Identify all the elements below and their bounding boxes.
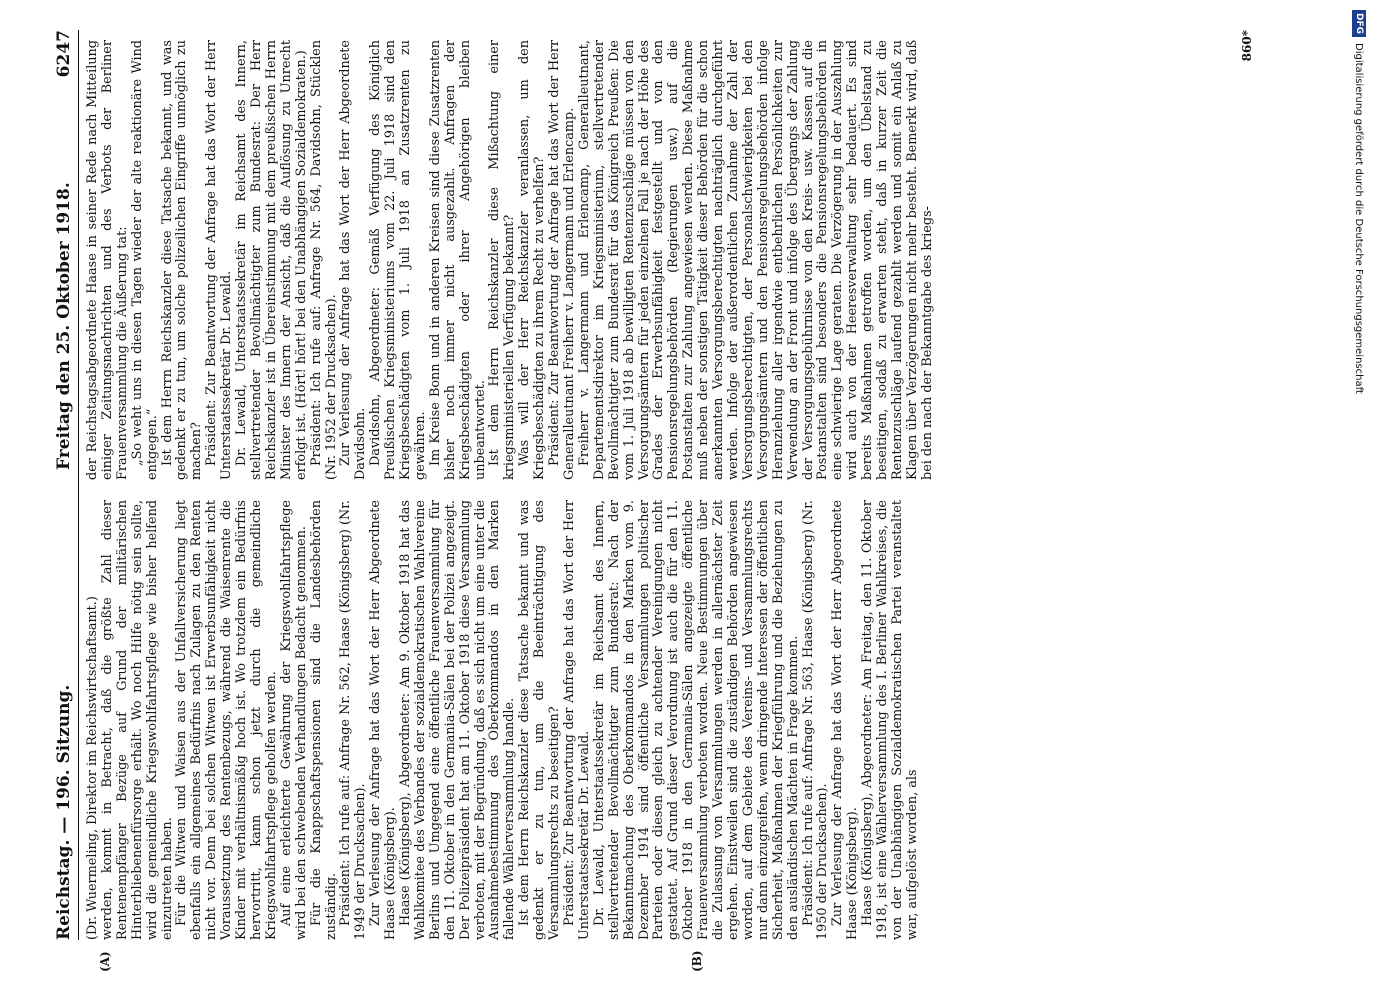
paragraph: Präsident: Ich rufe auf: Anfrage Nr. 563, Haase (Königsberg) (Nr. 1950 der Drucksachen).	[800, 500, 831, 940]
paragraph: Zur Verlesung der Anfrage hat das Wort der Herr Abgeordnete Haase (Königsberg).	[368, 500, 399, 940]
paragraph: Ist dem Herrn Reichskanzler diese Mißachtung einer kriegsministeriellen Verfügung bekannt?	[487, 40, 518, 480]
margin-mark-b: (B)	[690, 950, 704, 972]
paragraph: (Dr. Wuermeling, Direktor im Reichswirtschaftsamt.)	[85, 596, 100, 940]
paragraph: Für die Knappschaftspensionen sind die Landesbehörden zuständig.	[308, 500, 339, 940]
paragraph: Präsident: Ich rufe auf: Anfrage Nr. 564, Davidsohn, Stücklen (Nr. 1952 der Drucksachen).	[308, 40, 339, 480]
bottom-page-number: 860*	[1240, 30, 1254, 62]
paragraph: Präsident: Zur Beantwortung der Anfrage hat das Wort der Herr Unterstaatssekretär Dr. Lewald.	[204, 40, 235, 480]
text-column-right	[86, 40, 936, 480]
header-session: Reichstag. — 196. Sitzung.	[54, 684, 74, 940]
paragraph: Im Kreise Bonn und in anderen Kreisen sind diese Zusatzrenten bisher noch immer nicht ausgezahlt. Anfragen der Kriegsbeschädigten oder ihrer Angehörigen bleiben unbeantwortet.	[427, 40, 488, 480]
paragraph: Zur Verlesung der Anfrage hat das Wort der Herr Abgeordnete Davidsohn.	[338, 40, 369, 480]
margin-mark-a: (A)	[98, 951, 112, 972]
paragraph: Präsident: Ich rufe auf: Anfrage Nr. 562, Haase (Königsberg) (Nr. 1949 der Drucksachen).	[338, 500, 369, 940]
header-page-number: 6247	[54, 30, 74, 78]
paragraph: Haase (Königsberg), Abgeordneter: Am Freitag, den 11. Oktober 1918, ist eine Wählerversammlung des I. Berliner Wahlkreises, die von der Unabhängigen Sozialdemokratischen Partei veranstaltet war, aufgelöst worden, als	[860, 500, 920, 940]
footer-text	[1343, 10, 1373, 990]
paragraph: Davidsohn, Abgeordneter: Gemäß Verfügung des Königlich Preußischen Kriegsministeriums vom 22. Juli 1918 sind den Kriegsbeschädigten vom 1. Juli 1918 an Zusatzrenten zu gewähren.	[368, 40, 428, 480]
footer-strip	[1343, 10, 1373, 990]
quote: „So weht uns in diesen Tagen wieder der alte reaktionäre Wind entgegen.“	[129, 40, 160, 480]
paragraph: Was will der Herr Reichskanzler veranlassen, um den Kriegsbeschädigten zu ihrem Recht zu verhelfen?	[517, 40, 548, 480]
paragraph: Dr. Lewald, Unterstaatssekretär im Reichsamt des Innern, stellvertretender Bevollmächtigter zum Bundesrat: Nach der Bekanntmachung des Oberkommandos in den Marken vom 9. Dezember 1914 sind öffentliche Versammlungen politischer Parteien oder diesen gleich zu achtender Vereinigungen nicht gestattet. Auf Grund dieser Verordnung ist auch die für den 11. Oktober 1918 in den Germania-Sälen angezeigte öffentliche Frauenversammlung verboten worden. Neue Bestimmungen über die Zulassung von Versammlungen werden in allernächster Zeit ergehen. Einstweilen sind die zuständigen Behörden angewiesen worden, auf dem Gebiete des Vereins- und Versammlungsrechts nur dann einzugreifen, wenn dringende Interessen der öffentlichen Sicherheit, Maßnahmen der Kriegführung und die Beziehungen zu den ausländischen Mächten in Frage kommen.	[591, 500, 801, 940]
paragraph: Haase (Königsberg), Abgeordneter: Am 9. Oktober 1918 hat das Wahlkomitee des Verbandes der sozialdemokratischen Wahlvereine Berlins und Umgegend eine öffentliche Frauenversammlung für den 11. Oktober in den Germania-Sälen bei der Polizei angezeigt. Der Polizeipräsident hat am 11. Oktober 1918 diese Versammlung verboten, mit der Begründung, daß es sich nicht um eine unter die Ausnahmebestimmung des Oberkommandos in den Marken fallende Wählerversammlung handle.	[398, 500, 518, 940]
funding-note: Digitalisierung gefördert durch die Deutsche Forschungsgemeinschaft	[1353, 43, 1364, 394]
paragraph: Ist dem Herrn Reichskanzler diese Tatsache bekannt und was gedenkt er zu tun, um die Beeinträchtigung des Versammlungsrechts zu beseitigen?	[517, 500, 563, 940]
paragraph: Für die Witwen und Waisen aus der Unfallversicherung liegt ebenfalls ein allgemeines Bedürfnis nach Zulagen zu den Renten nicht vor. Denn bei solchen Witwen ist Erwerbsunfähigkeit nicht Voraussetzung des Rentenbezugs, während die Waisenrente die Kinder mit verhältnismäßig hoch ist. Wo trotzdem ein Bedürfnis hervortritt, kann schon jetzt durch die gemeindliche Kriegswohlfahrtspflege geholfen werden.	[174, 500, 279, 940]
page-header	[52, 30, 79, 940]
paragraph: Zur Verlesung der Anfrage hat das Wort der Herr Abgeordnete Haase (Königsberg).	[830, 500, 861, 940]
paragraph: Auf eine erleichterte Gewährung der Kriegswohlfahrtspflege wird bei den schwebenden Verhandlungen Bedacht genommen.	[278, 500, 309, 940]
paragraph: Präsident: Zur Beantwortung der Anfrage hat das Wort der Herr Unterstaatssekretär Dr. Lewald.	[562, 500, 592, 940]
paragraph: Dr. Lewald, Unterstaatssekretär im Reichsamt des Innern, stellvertretender Bevollmächtigter zum Bundesrat: Der Herr Reichskanzler ist in Übereinstimmung mit dem preußischen Herrn Minister des Innern der Ansicht, daß die Auflösung zu Unrecht erfolgt ist. (Hört! hört! bei den Unabhängigen Sozialdemokraten.)	[234, 40, 309, 480]
paragraph: Ist dem Herrn Reichskanzler diese Tatsache bekannt, und was gedenkt er zu tun, um solche polizeilichen Eingriffe unmöglich zu machen?	[159, 40, 205, 480]
paragraph: werden, kommt in Betracht, daß die größte Zahl dieser Rentenempfänger Bezüge auf Grund der militärischen Hinterbliebenenfürsorge erhält. Wo noch Hilfe nötig sein sollte, wird die gemeindliche Kriegswohlfahrtspflege wie bisher helfend einzutreten haben.	[99, 500, 175, 940]
paragraph: Präsident: Zur Beantwortung der Anfrage hat das Wort der Herr Generalleutnant Freiherr v. Langermann und Erlencamp.	[547, 40, 577, 480]
paragraph: der Reichstagsabgeordnete Haase in seiner Rede nach Mitteilung einiger Zeitungsnachrichten und des Verbots der Berliner Frauenversammlung die Äußerung tat:	[85, 40, 130, 480]
header-date: Freitag den 25. Oktober 1918.	[54, 182, 74, 470]
dfg-logo: DFG	[1352, 10, 1366, 37]
text-column-left	[86, 500, 921, 940]
paragraph: Freiherr v. Langermann und Erlencamp, Generalleutnant, Departementsdirektor im Kriegsministerium, stellvertretender Bevollmächtigter zum Bundesrat für das Königreich Preußen: Die vom 1. Juli 1918 ab bewilligten Rentenzuschläge müssen von den Versorgungsämtern für jeden einzelnen Fall je nach der Höhe des Grades der Erwerbsunfähigkeit festgestellt und von den Pensionsregelungsbehörden (Regierungen usw.) auf die Postanstalten zur Zahlung angewiesen werden. Diese Maßnahme muß neben der sonstigen Tätigkeit dieser Behörden für die schon anerkannten Versorgungsberechtigten nachträglich durchgeführt werden. Infolge der außerordentlichen Zunahme der Zahl der Versorgungsberechtigten, der Personalschwierigkeiten bei den Versorgungsämtern und den Pensionsregelungsbehörden infolge Heranziehung aller irgendwie entbehrlichen Persönlichkeiten zur Verwendung an der Front und infolge des Übergangs der Zahlung der Versorgungsgebührnisse von den Kreis- usw. Kassen auf die Postanstalten sind besonders die Pensionsregelungsbehörden in eine schwierige Lage geraten. Die Verzögerung in der Auszahlung wird auch von der Heeresverwaltung sehr bedauert. Es sind bereits Maßnahmen getroffen worden, um den Übelstand zu beseitigen, sodaß zu erwarten steht, daß in kurzer Zeit die Rentenzuschläge laufend gezahlt werden und somit ein Anlaß zu Klagen über Verzögerungen nicht mehr besteht. Bemerkt wird, daß bei den nach der Bekanntgabe des kriegs-	[576, 40, 935, 480]
